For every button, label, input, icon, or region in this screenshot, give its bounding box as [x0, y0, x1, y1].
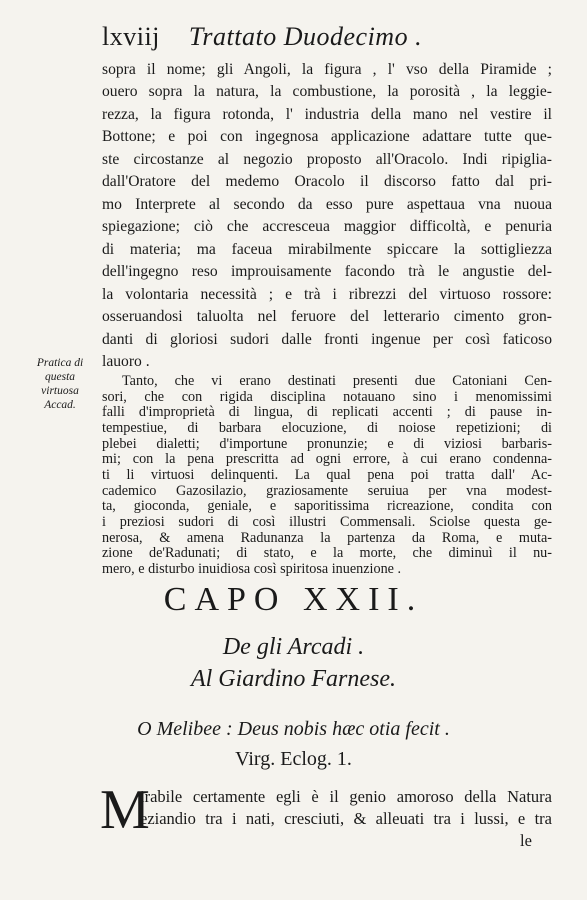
text-line: cademico Gazosilazio, graziosamente seruiua per vna modest-	[102, 482, 552, 499]
margin-note: Pratica di questa virtuosa Accad.	[36, 357, 84, 411]
epigraph: O Melibee : Deus nobis hæc otia fecit .	[137, 718, 450, 740]
text-line: falli d'improprietà di lingua, di replicati accenti ; di pause in-	[102, 404, 552, 421]
text-line: Tanto, che vi erano destinati presenti due Catoniani Cen-	[122, 373, 552, 389]
text-line: danti di gloriosi sudori dalle fronti ingenue per così faticoso	[102, 330, 552, 348]
text-line: la volontaria necessità ; e trà i ribrezzi del virtuoso rossore:	[102, 285, 552, 303]
text-line: zione de'Radunati; di stato, e la morte, che diminuì il nu-	[102, 545, 552, 562]
page-number: lxviij	[102, 22, 160, 51]
text-line: irabile certamente egli è il genio amoroso della Natura	[140, 787, 552, 806]
text-line: rezza, la figura rotonda, l' industria della mano nel vestire il	[102, 105, 552, 123]
chapter-subtitle: De gli Arcadi .	[222, 634, 365, 660]
text-line: nerosa, & amena Radunanza la partenza da Roma, e muta-	[102, 529, 552, 546]
text-line: mo Interprete al secondo da esso pure aspettaua vna nuoua	[102, 195, 552, 213]
text-line: ti li virtuosi delinquenti. La qual pena poi tratta dall' Ac-	[102, 467, 552, 483]
text-line: sopra il nome; gli Angoli, la figura , l' vso della Piramide ;	[102, 61, 552, 78]
catchword: le	[520, 831, 532, 850]
text-line: spiegazione; ciò che accresceua maggior difficoltà, e penuria	[102, 218, 552, 236]
text-line: ta, gioconda, geniale, e saporitissima ricreazione, condita con	[102, 498, 552, 515]
page-header	[102, 22, 522, 56]
text-line: plebei dialetti; d'importune pronunzie; e di viziosi barbaris-	[102, 435, 552, 452]
text-line: eziandio tra i nati, cresciuti, & alleuati tra i lussi, e tra	[140, 809, 552, 828]
text-line: i preziosi sudori di così illustri Commensali. Sciolse questa ge-	[102, 514, 552, 530]
text-line: ouero sopra la natura, la combustione, la porosità , la leggie-	[102, 83, 552, 101]
text-line: sori, che con rigida disciplina notauano sino i menomissimi	[102, 388, 552, 405]
running-title: Trattato Duodecimo .	[188, 22, 423, 51]
chapter-dedication: Al Giardino Farnese.	[190, 666, 397, 692]
text-line: dell'ingegno reso improuisamente facondo trà le angustie del-	[102, 263, 552, 281]
text-line: osseruandosi taluolta nel feruore del letterario cimento gron-	[102, 308, 552, 326]
text-line: mi; con la pena prescritta ad ogni errore, à cui erano condenna-	[102, 451, 552, 468]
chapter-title: CAPO XXII.	[163, 581, 424, 618]
text-line: lauoro .	[102, 353, 150, 370]
text-line: di materia; ma faceua mirabilmente spiccare la sottigliezza	[102, 240, 552, 258]
text-line: mero, e disturbo inuidiosa così spiritosa inuenzione .	[102, 561, 402, 577]
text-line: tempestiue, di barbara elocuzione, di noiose repetizioni; di	[102, 420, 552, 436]
text-line: dall'Oratore del medemo Oracolo il discorso fatto dal pri-	[102, 173, 552, 191]
text-line: ste circostanze al negozio proposto all'Oracolo. Indi ripiglia-	[102, 150, 552, 168]
drop-cap: M	[100, 779, 150, 841]
text-line: Bottone; e poi con ingegnosa applicazione adattare tutte que-	[102, 128, 552, 146]
epigraph-source: Virg. Eclog. 1.	[235, 748, 352, 770]
